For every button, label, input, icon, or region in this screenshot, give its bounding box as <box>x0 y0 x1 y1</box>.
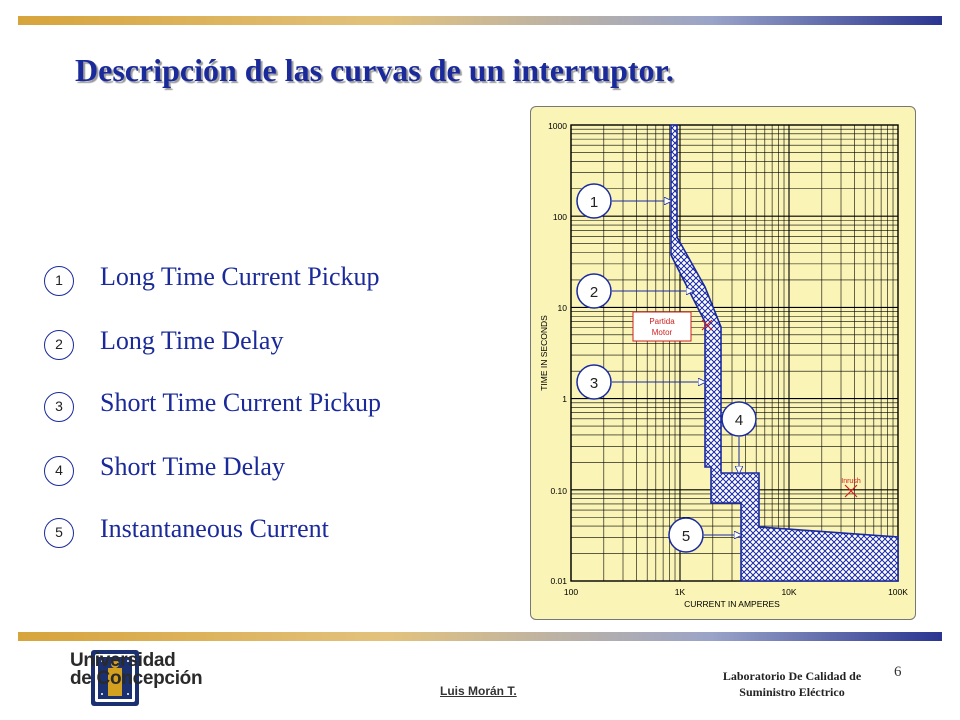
x-axis-label: CURRENT IN AMPERES <box>684 599 780 609</box>
x-tick-100k: 100K <box>888 587 908 597</box>
motor-start-label-line1: Partida <box>649 317 675 326</box>
bottom-decorative-bar <box>18 632 942 641</box>
legend-number-2: 2 <box>44 330 74 360</box>
top-decorative-bar <box>18 16 942 25</box>
y-tick-100: 100 <box>552 212 567 222</box>
legend-number-1: 1 <box>44 266 74 296</box>
page-title: Descripción de las curvas de un interruptor. <box>75 52 674 88</box>
legend-number-3: 3 <box>44 392 74 422</box>
author-name: Luis Morán T. <box>440 684 517 698</box>
y-tick-1000: 1000 <box>548 121 567 131</box>
legend-item-2 <box>44 326 464 362</box>
marker-5-label: 5 <box>681 528 691 545</box>
marker-1-label: 1 <box>589 194 599 211</box>
time-current-curve-panel <box>530 106 916 620</box>
legend-item-5 <box>44 514 464 550</box>
x-tick-1k: 1K <box>674 587 686 597</box>
inrush-label: Inrush <box>841 478 861 485</box>
motor-start-label-line2: Motor <box>651 328 673 337</box>
time-current-curve-diagram <box>531 107 915 619</box>
legend-number-4: 4 <box>44 456 74 486</box>
y-tick-10: 10 <box>557 303 567 313</box>
y-axis-label: TIME IN SECONDS <box>539 315 549 391</box>
y-tick-0-10: 0.10 <box>550 486 567 496</box>
log-grid <box>571 125 898 581</box>
legend-item-1 <box>44 262 464 298</box>
legend-label-1: Long Time Current Pickup <box>100 262 380 291</box>
lab-name-line2: Suministro Eléctrico <box>739 685 845 699</box>
university-name-line1: Universidad <box>70 650 176 671</box>
lab-name-line1: Laboratorio De Calidad de <box>722 669 862 683</box>
legend-label-3: Short Time Current Pickup <box>100 388 381 417</box>
legend-label-4: Short Time Delay <box>100 452 285 481</box>
legend-label-5: Instantaneous Current <box>100 514 329 543</box>
legend-item-4 <box>44 452 464 488</box>
marker-4-label: 4 <box>734 412 744 429</box>
y-tick-1: 1 <box>562 394 567 404</box>
x-tick-10k: 10K <box>781 587 797 597</box>
trip-curve-band <box>671 125 898 581</box>
y-tick-0-01: 0.01 <box>550 576 567 586</box>
legend-number-5: 5 <box>44 518 74 548</box>
plot-border <box>571 125 898 581</box>
legend-label-2: Long Time Delay <box>100 326 284 355</box>
university-name-line2: de Concepción <box>70 668 203 689</box>
legend-item-3 <box>44 388 464 424</box>
inrush-marker <box>845 485 857 497</box>
marker-3-label: 3 <box>589 375 599 392</box>
x-tick-100: 100 <box>563 587 579 597</box>
lab-name <box>712 668 872 700</box>
page-number: 6 <box>894 664 902 680</box>
marker-2-label: 2 <box>589 284 599 301</box>
university-name <box>70 652 202 688</box>
